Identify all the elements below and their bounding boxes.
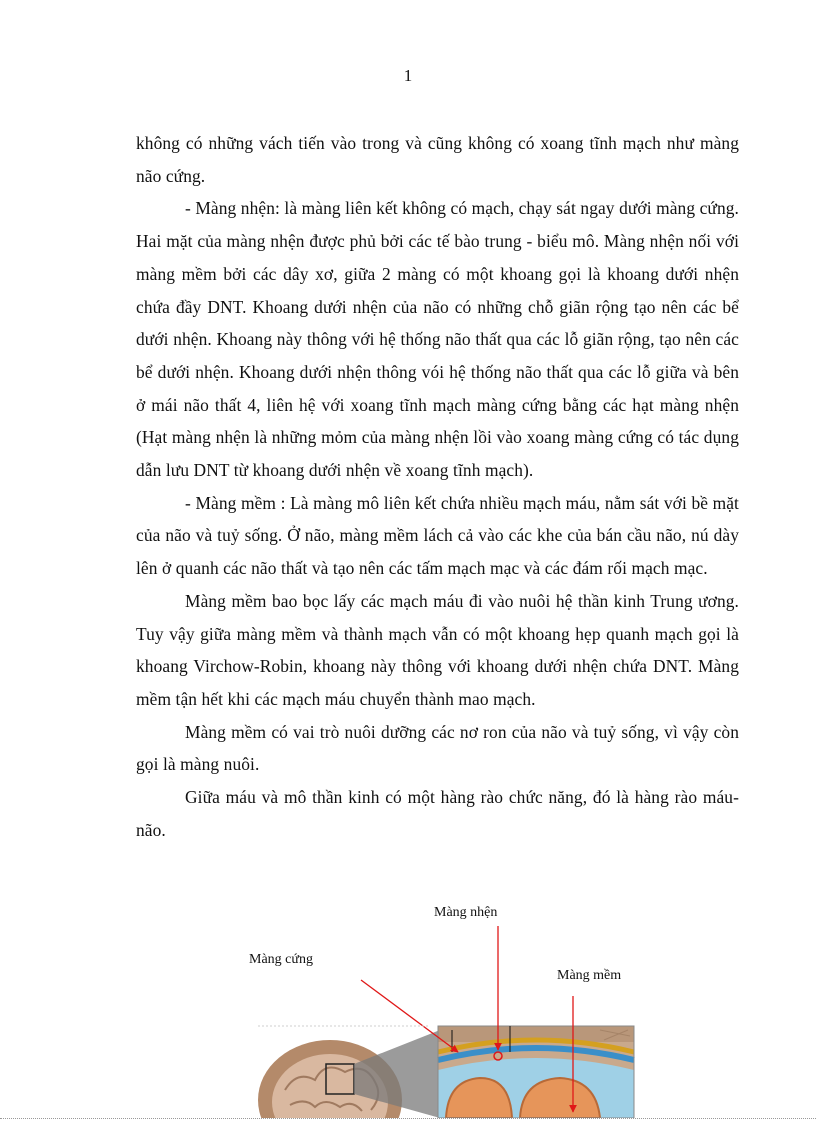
zoom-connector bbox=[354, 1030, 440, 1118]
label-pia: Màng mềm bbox=[557, 968, 622, 983]
zoom-box bbox=[326, 1064, 354, 1094]
paragraph: - Màng mềm : Là màng mô liên kết chứa nhiều mạch máu, nằm sát với bề mặt của não và tuỷ sống. Ở não, màng mềm lách cả vào các khe của bán cầu não, nú dày lên ở quanh các não thất và tạo nên các tấm mạch mạc và các đám rối mạch mạc. bbox=[136, 492, 739, 579]
paragraph: - Màng nhện: là màng liên kết không có mạch, chạy sát ngay dưới màng cứng. Hai mặt của màng nhện được phủ bởi các tế bào trung - biểu mô. Màng nhện nối với màng mềm bởi các dây xơ, giữa 2 màng có một khoang gọi là khoang dưới nhện chứa đầy DNT. Khoang dưới nhện của não có những chỗ giãn rộng tạo nên các bể dưới nhện. Khoang này thông với hệ thống não thất qua các lỗ giãn rộng, tạo nên các bể dưới nhện. Khoang dưới nhện thông vói hệ thống não thất qua các lỗ giữa và bên ở mái não thất 4, liên hệ với xoang tĩnh mạch màng cứng bằng các hạt màng nhện (Hạt màng nhện là những mỏm của màng nhện lồi vào xoang màng cứng có tác dụng dẫn lưu DNT từ khoang dưới nhện về xoang tĩnh mạch). bbox=[136, 198, 739, 481]
body-text bbox=[136, 127, 739, 846]
paragraph: Màng mềm bao bọc lấy các mạch máu đi vào nuôi hệ thần kinh Trung ương. Tuy vậy giữa màng mềm và thành mạch vẫn có một khoang hẹp quanh mạch gọi là khoang Virchow-Robin, khoang này thông với khoang dưới nhện chứa DNT. Màng mềm tận hết khi các mạch máu chuyển thành mao mạch. bbox=[136, 590, 739, 709]
label-dura: Màng cứng bbox=[249, 952, 313, 967]
page-bottom-border bbox=[0, 1118, 816, 1119]
arrow-dura bbox=[361, 980, 458, 1052]
label-arachnoid: Màng nhện bbox=[434, 905, 498, 920]
page-number: 1 bbox=[403, 66, 413, 85]
head-photo bbox=[258, 1040, 402, 1123]
paragraph: Màng mềm có vai trò nuôi dưỡng các nơ ron của não và tuỷ sống, vì vậy còn gọi là màng nuôi. bbox=[136, 721, 739, 775]
detail-panel bbox=[438, 1026, 634, 1118]
paragraph: không có những vách tiến vào trong và cũng không có xoang tĩnh mạch như màng não cứng. bbox=[136, 133, 739, 186]
paragraph: Giữa máu và mô thần kinh có một hàng rào chức năng, đó là hàng rào máu- não. bbox=[136, 787, 739, 840]
